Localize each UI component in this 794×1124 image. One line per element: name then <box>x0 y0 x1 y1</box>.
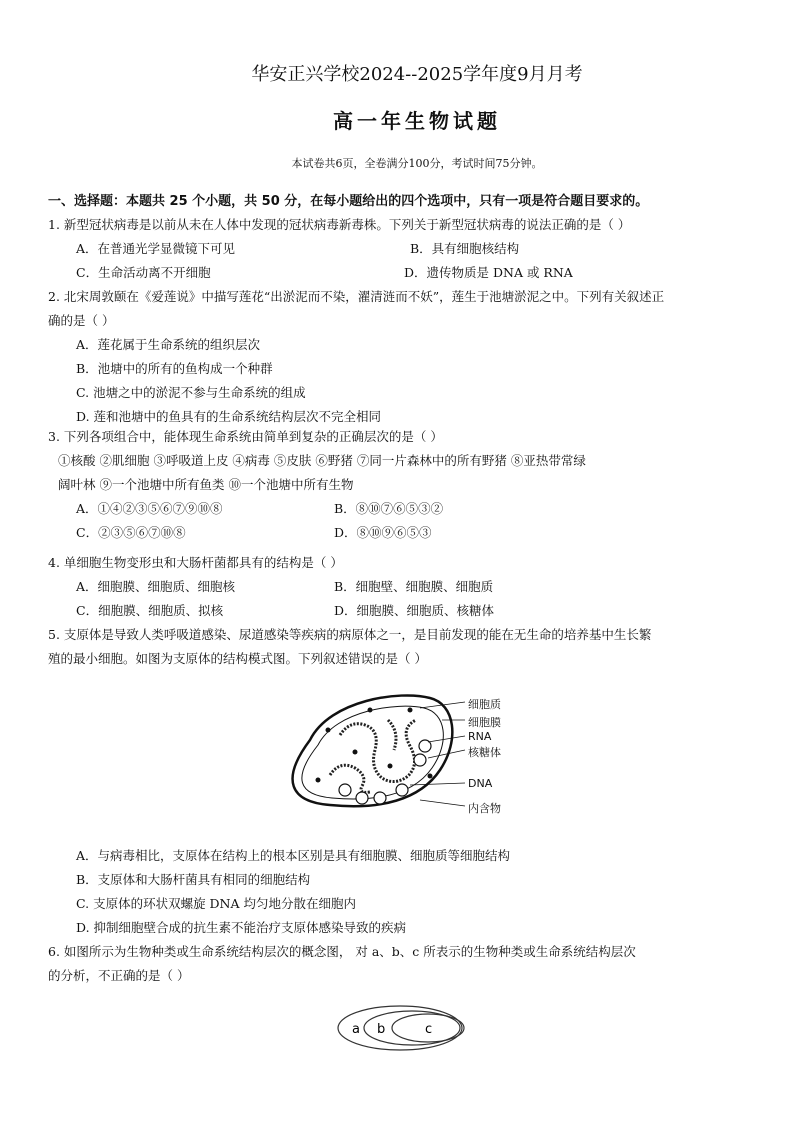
question-2-option-b: B．池塘中的所有的鱼构成一个种群 <box>76 361 273 376</box>
question-5-option-a: A．与病毒相比，支原体在结构上的根本区别是具有细胞膜、细胞质等细胞结构 <box>76 848 511 863</box>
concept-venn-diagram <box>330 1000 480 1056</box>
question-1-option-c: C．生命活动离不开细胞 <box>76 265 211 280</box>
question-5-option-b: B．支原体和大肠杆菌具有相同的细胞结构 <box>76 872 311 887</box>
label-cytoplasm: 细胞质 <box>468 698 501 711</box>
question-2-line-2: 确的是（ ） <box>48 313 115 328</box>
question-2-option-c: C. 池塘之中的淤泥不参与生命系统的组成 <box>76 385 306 400</box>
question-4-option-d: D．细胞膜、细胞质、核糖体 <box>334 603 495 618</box>
venn-label-a: a <box>352 1022 360 1037</box>
question-2-line-1: 2. 北宋周敦颐在《爱莲说》中描写莲花“出淤泥而不染，濯清涟而不妖”，莲生于池塘淤泥之中。下列有关叙述正 <box>48 289 665 304</box>
label-dna: DNA <box>468 777 493 790</box>
question-4-option-c: C．细胞膜、细胞质、拟核 <box>76 603 224 618</box>
question-5-line-1: 5. 支原体是导致人类呼吸道感染、尿道感染等疾病的病原体之一，是目前发现的能在无生命的培养基中生长繁 <box>48 627 652 642</box>
question-3-option-d: D．⑧⑩⑨⑥⑤③ <box>334 525 432 540</box>
question-5-option-d: D. 抑制细胞壁合成的抗生素不能治疗支原体感染导致的疾病 <box>76 920 407 935</box>
question-3-option-a: A．①④②③⑤⑥⑦⑨⑩⑧ <box>76 501 223 516</box>
question-2-option-a: A．莲花属于生命系统的组织层次 <box>76 337 261 352</box>
question-6-line-1: 6. 如图所示为生物种类或生命系统结构层次的概念图， 对 a、b、c 所表示的生物种类或生命系统结构层次 <box>48 944 636 959</box>
question-3-option-c: C．②③⑤⑥⑦⑩⑧ <box>76 525 186 540</box>
label-ribosome: 核糖体 <box>468 746 501 759</box>
question-5-option-c: C. 支原体的环状双螺旋 DNA 均匀地分散在细胞内 <box>76 896 356 911</box>
question-3-line-2: ①核酸 ②肌细胞 ③呼吸道上皮 ④病毒 ⑤皮肤 ⑥野猪 ⑦同一片森林中的所有野猪 ⑧亚热带常绿 <box>58 453 586 468</box>
label-cell-membrane: 细胞膜 <box>468 716 501 729</box>
question-3-option-b: B．⑧⑩⑦⑥⑤③② <box>334 501 444 516</box>
question-6-line-2: 的分析，不正确的是（ ） <box>48 968 190 983</box>
venn-label-c: c <box>425 1022 433 1037</box>
label-rna: RNA <box>468 730 492 743</box>
exam-info: 本试卷共6页，全卷满分100分，考试时间75分钟。 <box>291 157 543 170</box>
question-4-option-a: A．细胞膜、细胞质、细胞核 <box>76 579 236 594</box>
question-4-option-b: B．细胞壁、细胞膜、细胞质 <box>334 579 494 594</box>
venn-label-b: b <box>377 1022 386 1037</box>
question-1-option-a: A．在普通光学显微镜下可见 <box>76 241 236 256</box>
label-inclusion: 内含物 <box>468 802 501 815</box>
question-2-option-d: D. 莲和池塘中的鱼具有的生命系统结构层次不完全相同 <box>76 409 382 424</box>
exam-subtitle: 高一年生物试题 <box>333 109 501 133</box>
exam-title: 华安正兴学校2024--2025学年度9月月考 <box>251 64 583 85</box>
question-3-line-3: 阔叶林 ⑨一个池塘中所有鱼类 ⑩一个池塘中所有生物 <box>58 477 354 492</box>
question-1-line-1: 1. 新型冠状病毒是以前从未在人体中发现的冠状病毒新毒株。下列关于新型冠状病毒的说法正确的是（ ） <box>48 217 631 232</box>
question-5-line-2: 殖的最小细胞。如图为支原体的结构模式图。下列叙述错误的是（ ） <box>48 651 427 666</box>
question-3-line-1: 3. 下列各项组合中，能体现生命系统由简单到复杂的正确层次的是（ ） <box>48 429 443 444</box>
section-heading: 一、选择题：本题共 25 个小题，共 50 分，在每小题给出的四个选项中，只有一项是符合题目要求的。 <box>48 194 649 209</box>
question-1-option-b: B．具有细胞核结构 <box>410 241 520 256</box>
question-1-option-d: D．遗传物质是 DNA 或 RNA <box>404 265 573 280</box>
question-4-line-1: 4. 单细胞生物变形虫和大肠杆菌都具有的结构是（ ） <box>48 555 343 570</box>
